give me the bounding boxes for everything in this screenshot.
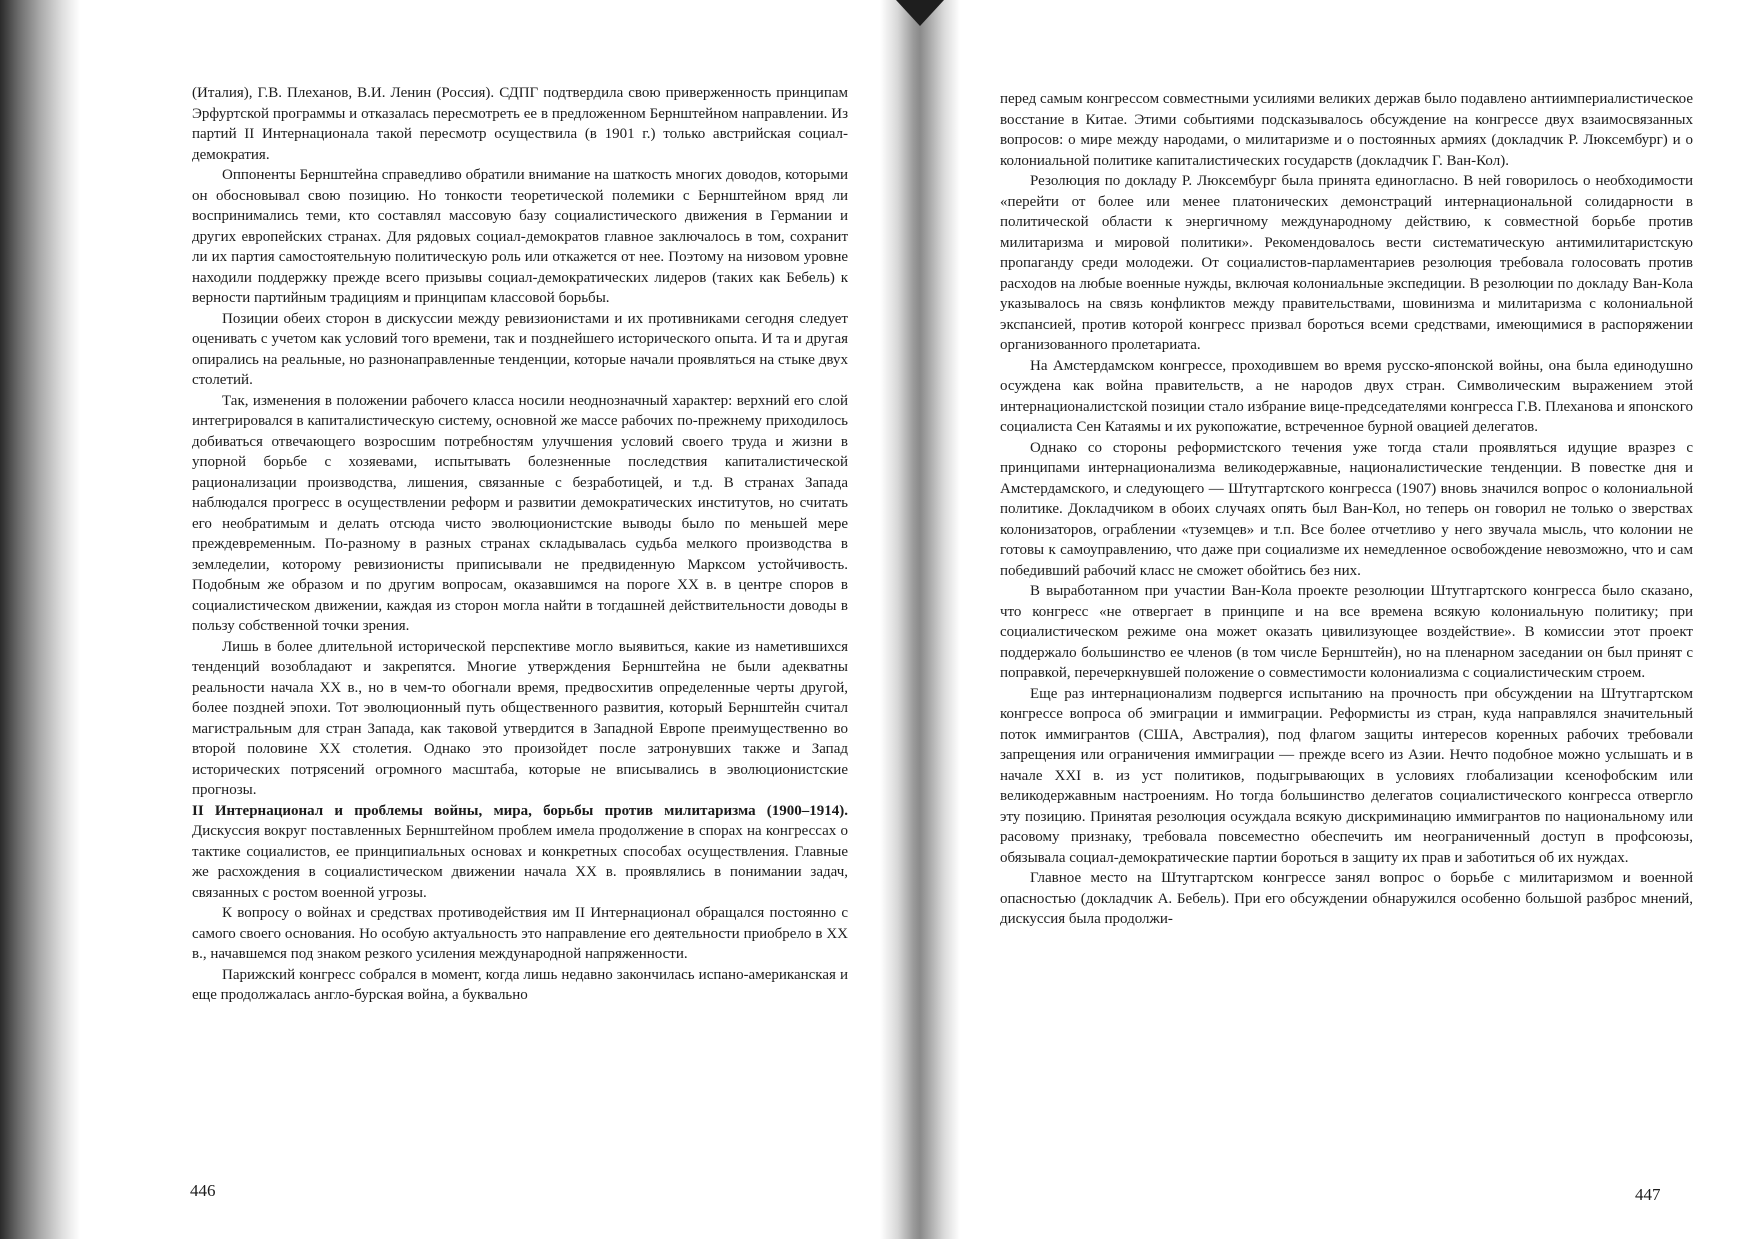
paragraph: Главное место на Штутгартском конгрессе занял вопрос о борьбе с милитаризмом и военной опасностью (докладчик А. Бебель). При его обсуждении обнаружился особенно большой разброс мнений, дискуссия была продолжи- xyxy=(1000,870,1693,927)
paragraph: (Италия), Г.В. Плеханов, В.И. Ленин (Россия). СДПГ подтвердила свою приверженность принципам Эрфуртской программы и отказалась пересмотреть ее в предложенном Бернштейном направлении. Из партий II Интернационала такой пересмотр осуществила (в 1901 г.) только австрийская социал-демократия. xyxy=(192,85,848,163)
section-text: Дискуссия вокруг поставленных Бернштейном проблем имела продолжение в спорах на конгрессах о тактике социалистов, ее принципиальных основах и конкретных способах осуществления. Главные же расхождения в социалистическом движении начала XX в. проявлялись в понимании задач, связанных с ростом военной угрозы. xyxy=(192,823,848,901)
section-paragraph xyxy=(192,801,848,904)
right-page xyxy=(960,0,1754,1239)
paragraph: К вопросу о войнах и средствах противодействия им II Интернационал обращался постоянно с самого своего основания. Но особую актуальность это направление его деятельности приобрело в XX в., начавшемся под знаком резкого усиления международной напряженности. xyxy=(192,905,848,962)
paragraph: Еще раз интернационализм подвергся испытанию на прочность при обсуждении на Штутгартском конгрессе вопроса об эмиграции и иммиграции. Реформисты из стран, куда направлялся значительный поток иммигрантов (США, Австралия), под флагом защиты интересов коренных рабочих требовали запрещения или ограничения иммиграции — прежде всего из Азии. Нечто подобное можно услышать и в начале XXI в. из уст политиков, подыгрывающих в условиях глобализации ксенофобским или великодержавным настроениям. Но тогда большинство делегатов социалистического конгресса отвергло эту позицию. Принятая резолюция осуждала всякую дискриминацию иммигрантов по национальному или расовому признаку, требовала повсеместно обеспечить им неограниченный доступ в профсоюзы, обязывала социал-демократические партии бороться в защиту их прав и заботиться об их нуждах. xyxy=(1000,685,1693,866)
book-edge-shadow xyxy=(0,0,80,1239)
paragraph: Оппоненты Бернштейна справедливо обратили внимание на шаткость многих доводов, которыми он обосновывал свою позицию. Но тонкости теоретической полемики с Бернштейном вряд ли воспринимались теми, кто составлял массовую базу социалистического движения в Германии и других европейских странах. Для рядовых социал-демократов главное заключалось в том, сохранит ли их партия самостоятельную политическую роль или откажется от нее. Поэтому на низовом уровне находили поддержку прежде всего призывы социал-демократических лидеров (таких как Бебель) к верности партийным традициям и принципам классовой борьбы. xyxy=(192,167,848,306)
paragraph: Лишь в более длительной исторической перспективе могло выявиться, какие из наметившихся тенденций возобладают и закрепятся. Многие утверждения Бернштейна не были адекватны реальности начала XX в., но в чем-то обогнали время, предвосхитив определенные черты другой, более поздней эпохи. Тот эволюционный путь общественного развития, который Бернштейн считал магистральным для стран Запада, как таковой утвердится в Западной Европе преимущественно во второй половине XX столетия. Однако это произойдет после затронувших также и Запад исторических потрясений огромного масштаба, которые не вписывались в эволюционистские прогнозы. xyxy=(192,638,848,798)
gutter-notch xyxy=(896,0,944,26)
paragraph: В выработанном при участии Ван-Кола проекте резолюции Штутгартского конгресса было сказано, что конгресс «не отвергает в принципе и на все времена всякую колониальную политику; при социалистическом режиме она может оказать цивилизующее воздействие». В комиссии этот проект поддержало большинство ее членов (в том числе Бернштейн), но на пленарном заседании он был принят с поправкой, перечеркнувшей положение о совместимости колониализма с социалистическим строем. xyxy=(1000,583,1693,681)
paragraph: Парижский конгресс собрался в момент, когда лишь недавно закончилась испано-американская и еще продолжалась англо-бурская война, а буквально xyxy=(192,966,848,1003)
paragraph: На Амстердамском конгрессе, проходившем во время русско-японской войны, она была единодушно осуждена как война правительств, а не народов двух стран. Символическим выражением этой интернационалистской позиции стало избрание вице-председателями конгресса Г.В. Плеханова и японского социалиста Сен Катаямы и их рукопожатие, встреченное бурной овацией делегатов. xyxy=(1000,357,1693,435)
left-page-text xyxy=(192,83,848,1006)
section-heading: II Интернационал и проблемы войны, мира, борьбы против милитаризма (1900–1914). xyxy=(192,802,848,819)
paragraph: перед самым конгрессом совместными усилиями великих держав было подавлено антиимпериалистическое восстание в Китае. Этими событиями подсказывалось обсуждение на конгрессе двух взаимосвязанных вопросов: о мире между народами, о милитаризме и о постоянных армиях (докладчик Р. Люксембург) и о колониальной политике капиталистических государств (докладчик Г. Ван-Кол). xyxy=(1000,91,1693,169)
page-number: 447 xyxy=(1635,1185,1661,1204)
right-page-text xyxy=(1000,89,1693,930)
paragraph: Так, изменения в положении рабочего класса носили неоднозначный характер: верхний его слой интегрировался в капиталистическую систему, основной же массе рабочих по-прежнему приходилось добиваться отвечающего возросшим потребностям улучшения условий своего труда и жизни в упорной борьбе с хозяевами, испытывать болезненные последствия капиталистической рационализации производства, лишения, связанные с безработицей, и т.д. В странах Запада наблюдался прогресс в осуществлении реформ и развитии демократических институтов, но считать его необратимым и делать отсюда чисто эволюционистские выводы было по меньшей мере преждевременным. По-разному в разных странах складывалась судьба мелкого производства в земледелии, которому ревизионисты приписывали не предвиденную Марксом устойчивость. Подобным же образом и по другим вопросам, оказавшимся на пороге XX в. в центре споров в социалистическом движении, каждая из сторон могла найти в тогдашней действительности доводы в пользу собственной точки зрения. xyxy=(192,392,848,634)
book-gutter-shadow xyxy=(880,0,960,1239)
left-page xyxy=(90,0,880,1239)
paragraph: Резолюция по докладу Р. Люксембург была принята единогласно. В ней говорилось о необходимости «перейти от более или менее платонических демонстраций интернациональной солидарности в политической области к энергичному международному действию, к совместной борьбе против милитаризма и мировой политики». Рекомендовалось вести систематическую антимилитаристскую пропаганду среди молодежи. От социалистов-парламентариев резолюция требовала голосовать против расходов на любые военные нужды, включая колониальные экспедиции. В резолюции по докладу Ван-Кола указывалось на связь конфликтов между правительствами, шовинизма и милитаризма с колониальной экспансией, против которой конгресс призвал бороться всеми средствами, имеющимися в распоряжении организованного пролетариата. xyxy=(1000,173,1693,353)
paragraph: Однако со стороны реформистского течения уже тогда стали проявляться идущие вразрез с принципами интернационализма великодержавные, националистические тенденции. В повестке дня и Амстердамского, и следующего — Штутгартского конгресса (1907) вновь значился вопрос о колониальной политике. Докладчиком в обоих случаях опять был Ван-Кол, но теперь он говорил не только о зверствах колонизаторов, ограблении «туземцев» и т.п. Все более отчетливо у него звучала мысль, что колонии не готовы к самоуправлению, что даже при социализме их немедленное освобождение невозможно, что и сам победивший рабочий класс не сможет обойтись без них. xyxy=(1000,439,1693,579)
paragraph: Позиции обеих сторон в дискуссии между ревизионистами и их противниками сегодня следует оценивать с учетом как условий того времени, так и позднейшего исторического опыта. И та и другая опирались на реальные, но разнонаправленные тенденции, которые начали проявляться на стыке двух столетий. xyxy=(192,310,848,388)
page-number: 446 xyxy=(190,1181,216,1200)
